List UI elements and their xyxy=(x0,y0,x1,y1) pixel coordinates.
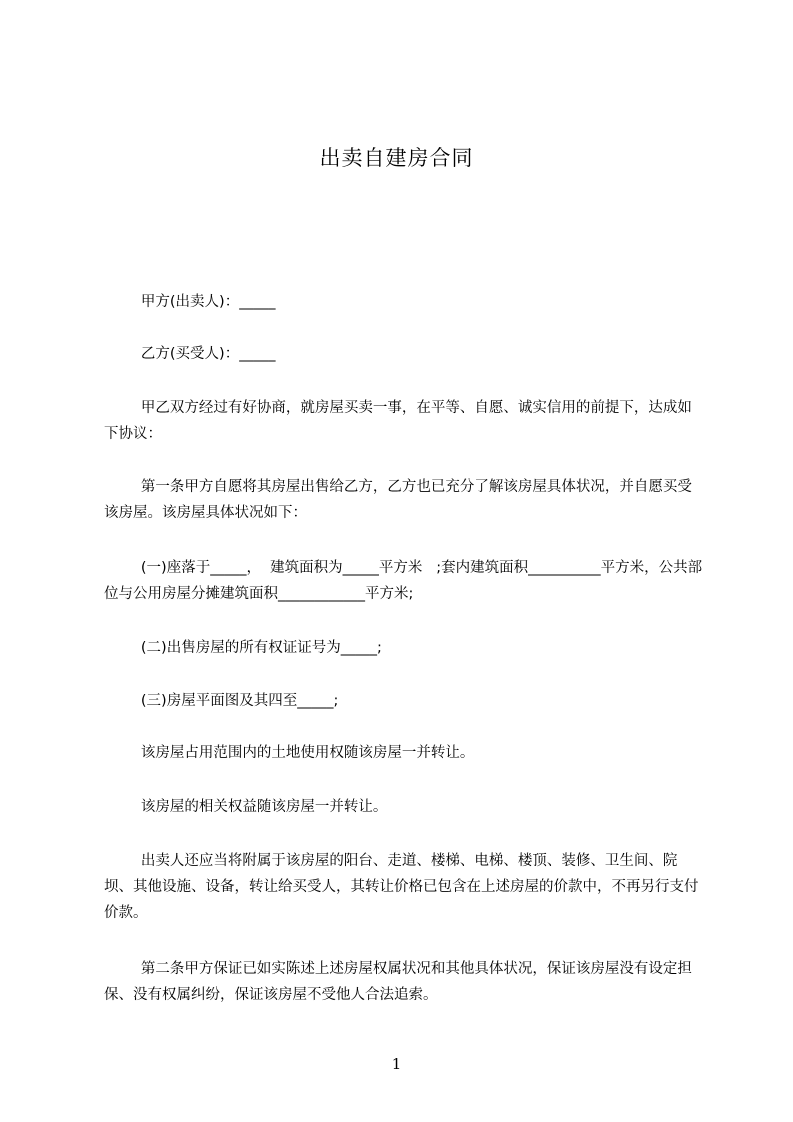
article-1-paragraph: 第一条甲方自愿将其房屋出售给乙方，乙方也已充分了解该房屋具体状况，并自愿买受该房屋。该房屋具体状况如下： xyxy=(104,479,692,521)
party-b-line: 乙方(买受人)：_____ xyxy=(104,346,276,362)
clause-1-location-paragraph: (一)座落于_____， 建筑面积为_____平方米 ;套内建筑面积__________平方米，公共部位与公用房屋分摊建筑面积____________平方米; xyxy=(104,560,703,602)
rights-transfer-paragraph: 该房屋的相关权益随该房屋一并转让。 xyxy=(104,799,388,815)
attachments-paragraph: 出卖人还应当将附属于该房屋的阳台、走道、楼梯、电梯、楼顶、装修、卫生间、院坝、其他设施、设备，转让给买受人，其转让价格已包含在上述房屋的价款中，不再另行支付价款。 xyxy=(104,853,699,921)
party-a-line: 甲方(出卖人)：_____ xyxy=(104,294,276,310)
preamble-paragraph: 甲乙双方经过有好协商，就房屋买卖一事，在平等、自愿、诚实信用的前提下，达成如下协议： xyxy=(104,400,692,442)
clause-3-floorplan-paragraph: (三)房屋平面图及其四至_____; xyxy=(104,693,339,709)
land-use-paragraph: 该房屋占用范围内的土地使用权随该房屋一并转让。 xyxy=(104,745,475,761)
article-2-paragraph: 第二条甲方保证已如实陈述上述房屋权属状况和其他具体状况，保证该房屋没有设定担保、没有权属纠纷，保证该房屋不受他人合法追索。 xyxy=(104,961,692,1003)
document-title: 出卖自建房合同 xyxy=(319,146,474,170)
clause-2-certificate-paragraph: (二)出售房屋的所有权证证号为_____; xyxy=(104,640,382,656)
page-number: 1 xyxy=(391,1055,402,1073)
